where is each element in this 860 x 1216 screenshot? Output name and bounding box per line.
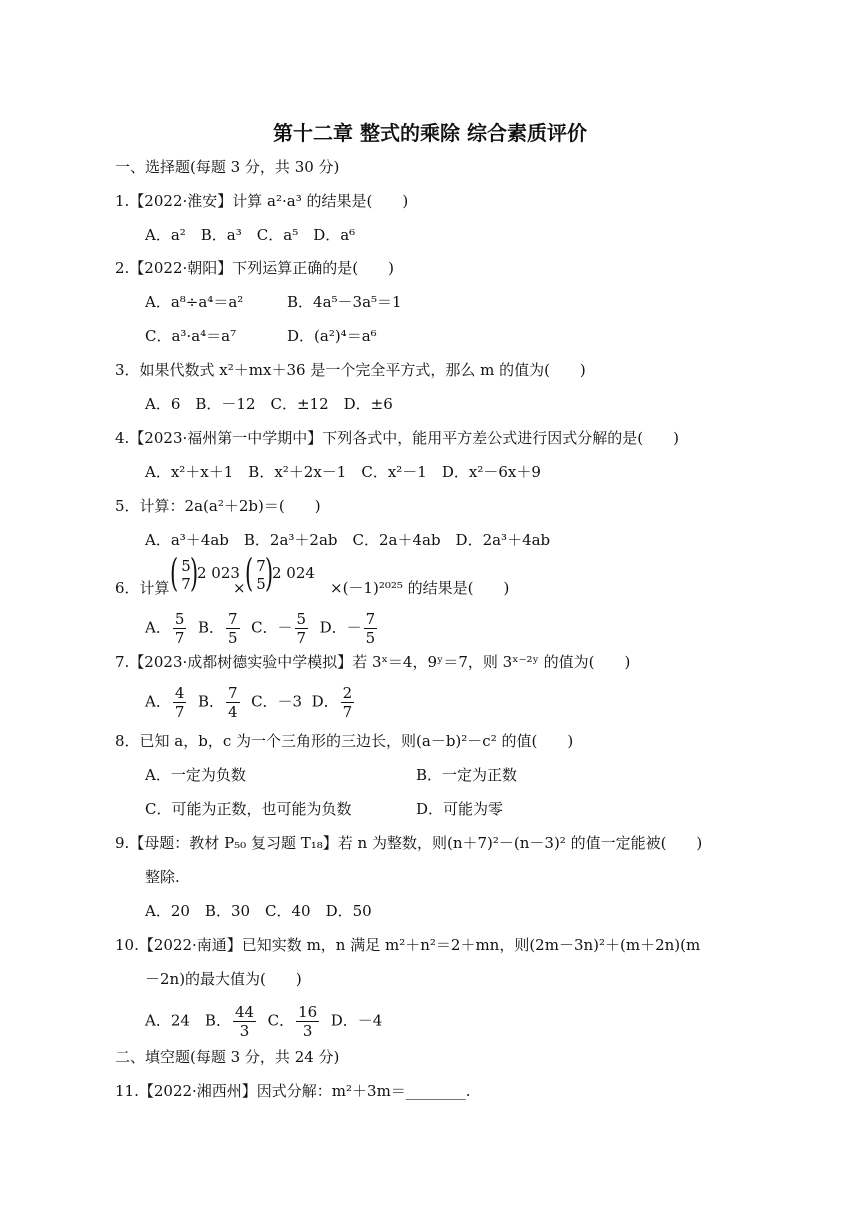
question-2-option-a: A．a⁸÷a⁴＝a²: [145, 293, 244, 311]
question-8-option-d: D．可能为零: [416, 800, 504, 818]
fraction-2-numerator: 7: [256, 557, 266, 575]
option-b-label: B．: [197, 618, 224, 637]
option-b-fraction: $\frac{44}{3}$: [234, 1003, 255, 1040]
question-9: 9.【母题：教材 P₅₀ 复习题 T₁₈】若 n 为整数，则(n＋7)²－(n－3)² 的值一定能被( ): [115, 834, 703, 852]
option-c-label: C．－: [251, 618, 293, 637]
option-d-label: D．－: [319, 618, 362, 637]
option-c-fraction: $\frac{16}{3}$: [298, 1003, 318, 1040]
question-10: 10.【2022·南通】已知实数 m，n 满足 m²＋n²＝2＋mn，则(2m－3n)²＋(m＋2n)(m: [115, 936, 701, 954]
paren-right-1: ): [190, 551, 199, 595]
paren-left-1: (: [170, 551, 179, 595]
option-d-label: D．－4: [330, 1011, 383, 1030]
page-title: 第十二章 整式的乘除 综合素质评价: [273, 121, 587, 145]
fraction-1-denominator: 7: [181, 575, 191, 593]
question-6-options: [145, 610, 379, 647]
question-1: 1.【2022·淮安】计算 a²·a³ 的结果是( ): [115, 192, 409, 210]
section-fill-heading: 二、填空题(每题 3 分，共 24 分): [115, 1048, 340, 1066]
option-b-label: B．: [197, 692, 224, 711]
question-3-options: A．6 B．－12 C．±12 D．±6: [145, 395, 393, 413]
option-c-fraction: $\frac{5}{7}$: [296, 610, 307, 647]
option-a-label: A．: [145, 618, 171, 637]
question-6-suffix: ×(－1)²⁰²⁵ 的结果是( ): [330, 579, 510, 597]
option-a-label: A．: [145, 692, 171, 711]
question-4: 4.【2023·福州第一中学期中】下列各式中，能用平方差公式进行因式分解的是( ): [115, 429, 679, 447]
question-8-option-b: B．一定为正数: [416, 766, 518, 784]
option-d-fraction: $\frac{7}{5}$: [365, 610, 376, 647]
option-b-fraction: $\frac{7}{5}$: [227, 610, 238, 647]
option-d-fraction: $\frac{2}{7}$: [342, 684, 353, 721]
question-7: 7.【2023·成都树德实验中学模拟】若 3ˣ＝4，9ʸ＝7，则 3ˣ⁻²ʸ 的值为( ): [115, 653, 631, 671]
option-c-label: C．－3: [251, 692, 303, 711]
exponent-2: 2 024: [272, 564, 315, 582]
option-d-label: D．: [311, 692, 339, 711]
question-11: 11.【2022·湘西州】因式分解：m²＋3m＝________.: [115, 1082, 471, 1100]
question-10-options: [145, 1003, 382, 1040]
question-2-option-c: C．a³·a⁴＝a⁷: [145, 327, 237, 345]
option-b-fraction: $\frac{7}{4}$: [227, 684, 238, 721]
section-choice-heading: 一、选择题(每题 3 分，共 30 分): [115, 158, 340, 176]
question-6-prefix: 6．计算: [115, 579, 170, 597]
option-c-label: C．: [267, 1011, 295, 1030]
question-2-option-b: B．4a⁵－3a⁵＝1: [287, 293, 402, 311]
question-9-options: A．20 B．30 C．40 D．50: [145, 902, 372, 920]
times-sign: ×: [233, 579, 246, 597]
question-3: 3．如果代数式 x²＋mx＋36 是一个完全平方式，那么 m 的值为( ): [115, 361, 586, 379]
question-2: 2.【2022·朝阳】下列运算正确的是( ): [115, 259, 394, 277]
fraction-1-numerator: 5: [181, 557, 191, 575]
question-8-option-a: A．一定为负数: [145, 766, 246, 784]
exponent-1: 2 023: [197, 564, 240, 582]
question-2-option-d: D．(a²)⁴＝a⁶: [287, 327, 377, 345]
question-7-options: [145, 684, 356, 721]
option-ab-label: A．24 B．: [145, 1011, 231, 1030]
question-5-options: A．a³＋4ab B．2a³＋2ab C．2a＋4ab D．2a³＋4ab: [145, 531, 551, 549]
question-8-option-c: C．可能为正数，也可能为负数: [145, 800, 352, 818]
question-1-options: A．a² B．a³ C．a⁵ D．a⁶: [145, 226, 356, 244]
question-8: 8．已知 a，b，c 为一个三角形的三边长，则(a－b)²－c² 的值( ): [115, 732, 574, 750]
question-9-continued: 整除.: [145, 868, 180, 886]
fraction-2-denominator: 5: [256, 575, 266, 593]
question-4-options: A．x²＋x＋1 B．x²＋2x－1 C．x²－1 D．x²－6x＋9: [145, 463, 541, 481]
paren-right-2: ): [265, 551, 274, 595]
option-a-fraction: $\frac{5}{7}$: [174, 610, 185, 647]
question-5: 5．计算：2a(a²＋2b)＝( ): [115, 497, 321, 515]
option-a-fraction: $\frac{4}{7}$: [174, 684, 185, 721]
question-10-continued: －2n)的最大值为( ): [145, 970, 302, 988]
paren-left-2: (: [245, 551, 254, 595]
